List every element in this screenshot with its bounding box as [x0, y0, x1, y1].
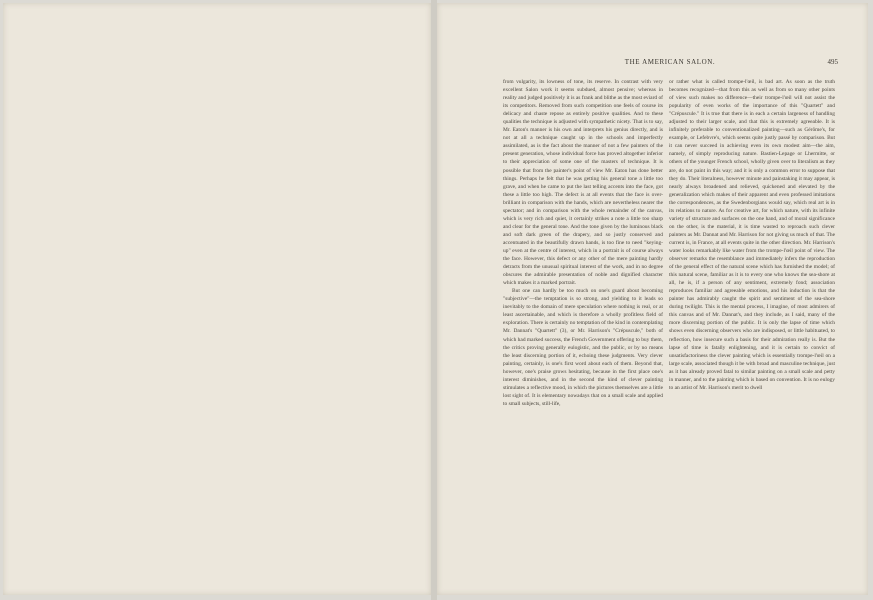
running-head: THE AMERICAN SALON. — [624, 58, 716, 66]
page-number: 495 — [827, 58, 838, 66]
paragraph: But one can hardly be too much on one's guard about becoming "subjective"—the temptation is so strong, and yielding to it leads so inevitably to the domain of mere speculation where nothing is real, or at least ascertainable, and which is therefore a wholly profitless field of exploration. There is certainly no temptation of the kind in contemplating Mr. Dannat's "Quartett" (3), or Mr. Harrison's "Crépuscule," both of which had marked success, the French Government offering to buy them, the critics proving generally eulogistic, and the public, or by no means the least discerning portion of it, echoing these judgments. Very clever painting, certainly, is one's first word about each of them. Beyond that, however, one's praise grows hesitating, because in the first place one's interest diminishes, and in the second the kind of clever painting stimulates a reflective mood, in which the pictures themselves are a little lost sight of. It is elementary nowadays that on a small scale and applied to small subjects, still-life, — [503, 288, 663, 407]
left-page-blank — [3, 3, 431, 595]
paragraph: or rather what is called trompe-l'œil, is bad art. As soon as the truth becomes recognized—that from this as well as from so many other points of view such makes no difference—their trompe-l'œil will not assist the popularity of even works of the importance of this "Quartett" and "Crépuscule." It is true that there is in each a certain largeness of handling adjusted to their larger scale, and that this is extremely agreeable. It is infinitely preferable to conventionalized painting—such as Gérôme's, for example, or Lefebvre's, which seems quite justly passé by comparison. But it can never succeed in achieving even its own modest aim—the aim, namely, of simply reproducing nature. Bastien-Lepage or Lhermitte, or others of the younger French school, wholly given over to literalism as they are, do not paint in this way; and it is only a common error to suppose that they do. Their literalness, however minute and painstaking it may appear, is nearly always broadened and relieved, quickened and elevated by the generalization which makes of their apparent and even professed imitations the correspondences, as the Swedenborgians would say, which real art is in its relations to nature. As for creative art, for which nature, with its infinite variety of structure and surfaces on the one hand, and of moral significance on the other, is the material, it is time wasted to reproach such clever painters as Mr. Dannat and Mr. Harrison for not giving us much of that. The current is, in France, at all events quite in the other direction. Mr. Harrison's water looks remarkably like water from the trompe-l'œil point of view. The observer remarks the resemblance and immediately infers the reproduction of the general effect of the natural scene which has furnished the model; of this natural scene, familiar as it is to every one who knows the sea-shore at all, he is, if a person of any sentiment, extremely fond; association reproduces familiar and agreeable emotions, and his induction is that the painter has admirably caught the spirit and sentiment of the sea-shore during twilight. This is the mental process, I imagine, of most admirers of this canvas and of Mr. Dannat's, and they include, as I said, many of the more discerning portion of the public. It is only the lapse of time which shows even discerning observers who are indisposed, or little habituated, to reflection, how insecure such a basis for their admiration really is. But the lapse of time is fatally enlightening, and it is certain to convict of unsatisfactoriness the clever painting which is essentially trompe-l'œil on a large scale, associated though it be with broad and masculine technique, just as it has already proved fatal to similar painting on a small scale and petty in manner, and to the painting which is based on convention. It is no eulogy to an artist of Mr. Harrison's merit to dwell — [669, 79, 835, 391]
text-column-right — [669, 78, 835, 392]
paragraph: from vulgarity, its lowness of tone, its reserve. In contrast with very excellent Salon work it seems subdued, almost pensive; whereas in reality and judged positively it is as frank and blithe as the most eviard of its competitors. Removed from such competition one feels of course its delicacy and chaste repose as entirely positive qualities. And to these qualities the technique is adjusted with sympathetic nicety. That is to say, Mr. Eaton's manner is his own and interprets his genius directly, and is not at all a technique caught up in the schools and imperfectly assimilated, as is the fact about the manner of not a few painters of the present generation, whose individual force has proved altogether inferior to their appreciation of some one of the masters of technique. It is possible that from the painter's point of view Mr. Eaton has done better things. Perhaps he felt that he was getting his general tone a little too grave, and when he came to put the last telling accents into the face, got these a little too high. The defect is at all events that the face is over-brilliant in comparison with the hands, which are nevertheless nearer the spectator; and in comparison with the whole remainder of the canvas, which is very rich and quiet, it certainly strikes a note a little too sharp and clear for the general tone. And the tone given by the luminous black and soft dark green of the drapery, and so justly conserved and accentuated in the beautifully drawn hands, is too fine to need "keying-up" even at the centre of interest, which in a portrait is of course always the face. However, this defect or any other of the mere painting hardly detracts from the unusual spiritual interest of the work, and in no degree obscures the admirable presentation of noble and dignified character which makes it a marked portrait. — [503, 79, 663, 287]
right-page — [437, 3, 868, 595]
text-column-left — [503, 78, 663, 408]
